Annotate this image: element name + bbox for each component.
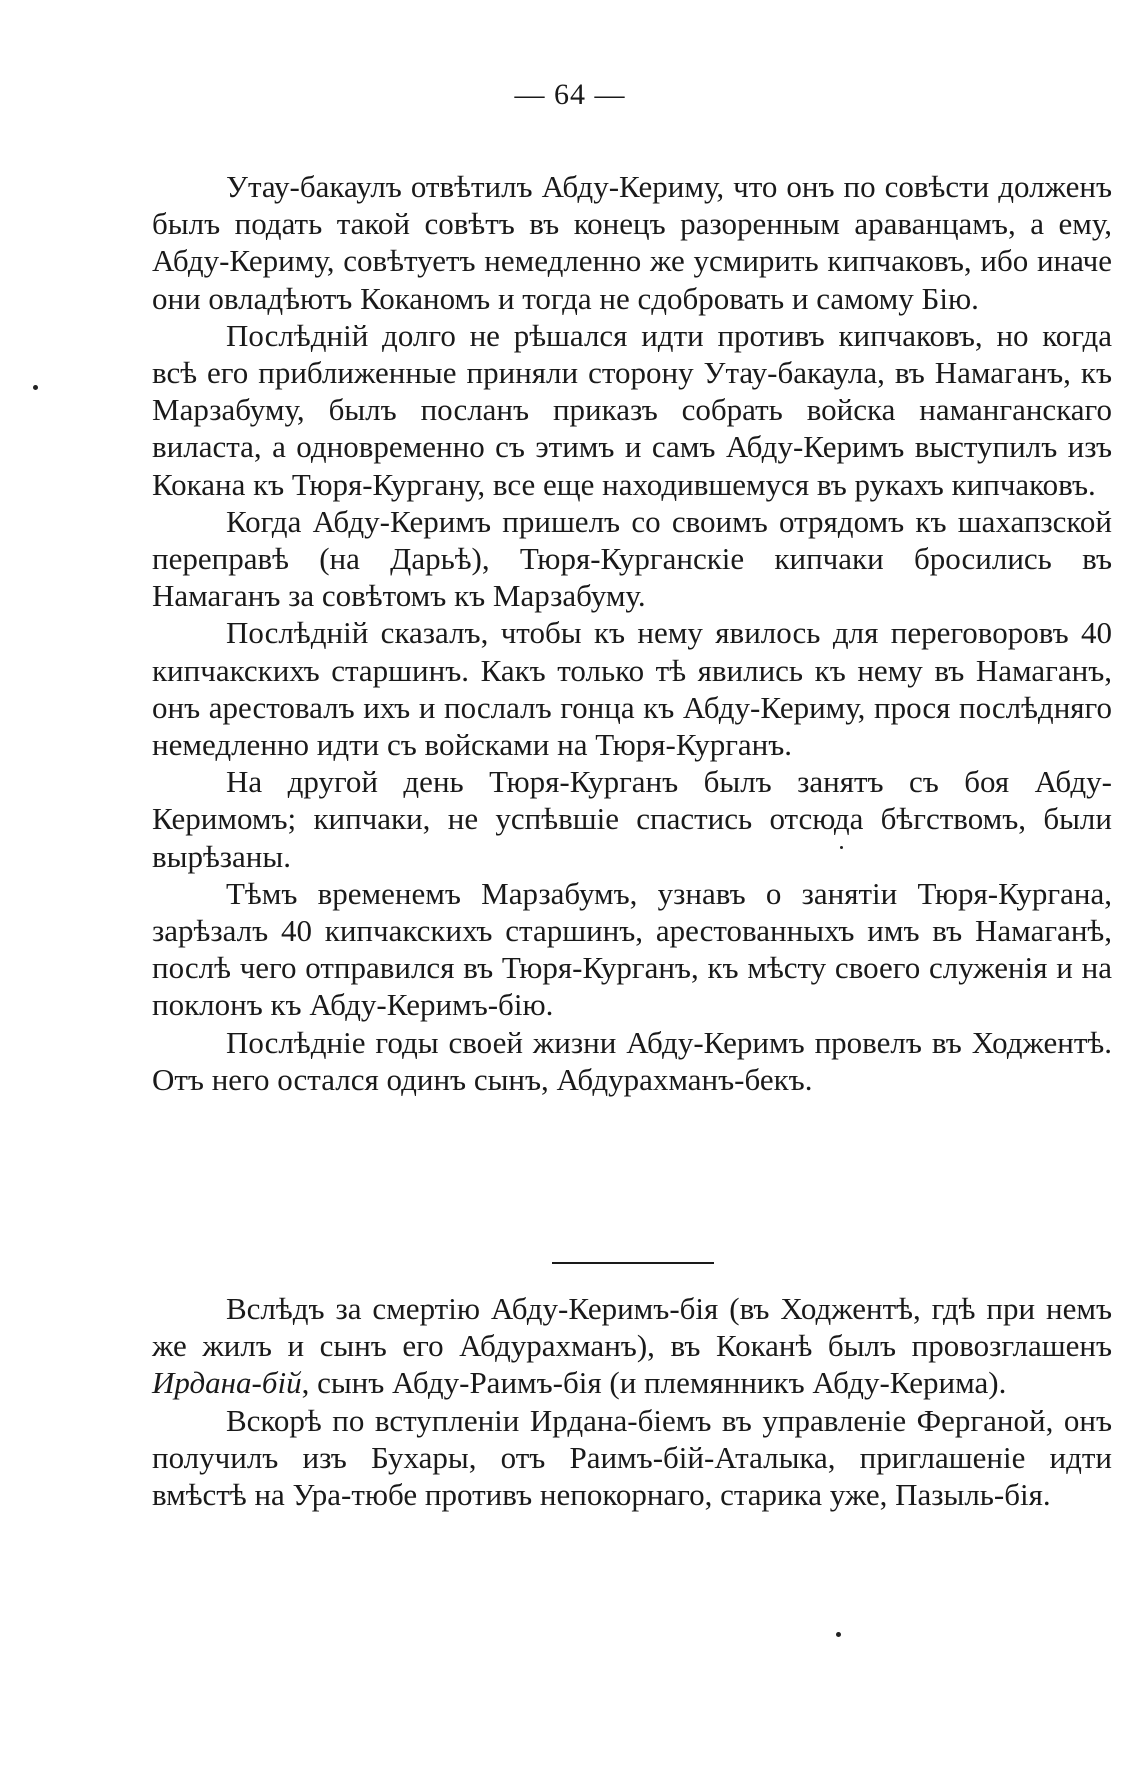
paragraph-text: , сынъ Абду-Раимъ-бія (и племянникъ Абду-Керима). — [301, 1365, 1007, 1401]
text-section-main — [152, 168, 1112, 1098]
paragraph-text: Вслѣдъ за смертію Абду-Керимъ-бія (въ Ходжентѣ, гдѣ при немъ же жилъ и сынъ его Абдурахманъ), въ Коканѣ былъ провозглашенъ — [152, 1291, 1112, 1364]
text-section-continued — [152, 1290, 1112, 1513]
paragraph: Послѣдній сказалъ, чтобы къ нему явилось для переговоровъ 40 кипчакскихъ старшинъ. Какъ только тѣ явились къ нему въ Намаганъ, онъ арестовалъ ихъ и послалъ гонца къ Абду-Кериму, прося послѣдняго немедленно идти съ войсками на Тюря-Курганъ. — [152, 615, 1112, 763]
section-divider — [552, 1262, 714, 1264]
paragraph: Послѣдній долго не рѣшался идти противъ кипчаковъ, но когда всѣ его приближенные приняли сторону Утау-бакаула, въ Намаганъ, къ Марзабуму, былъ посланъ приказъ собрать войска наманганскаго виласта, а одновременно съ этимъ и самъ Абду-Керимъ выступилъ изъ Кокана къ Тюря-Кургану, все еще находившемуся въ рукахъ кипчаковъ. — [152, 317, 1112, 502]
paragraph — [152, 1290, 1112, 1402]
print-speck — [836, 1632, 841, 1637]
page-number: — 64 — — [514, 78, 626, 111]
paragraph: Тѣмъ временемъ Марзабумъ, узнавъ о занятіи Тюря-Кургана, зарѣзалъ 40 кипчакскихъ старшинъ, арестованныхъ имъ въ Намаганѣ, послѣ чего отправился въ Тюря-Курганъ, къ мѣсту своего служенія и на поклонъ къ Абду-Керимъ-бію. — [152, 875, 1112, 1023]
paragraph: Послѣдніе годы своей жизни Абду-Керимъ провелъ въ Ходжентѣ. Отъ него остался одинъ сынъ, Абдурахманъ-бекъ. — [152, 1024, 1112, 1097]
paragraph: Вскорѣ по вступленіи Ирдана-біемъ въ управленіе Ферганой, онъ получилъ изъ Бухары, отъ Раимъ-бій-Аталыка, приглашеніе идти вмѣстѣ на Ура-тюбе противъ непокорнаго, старика уже, Пазыль-бія. — [152, 1402, 1112, 1513]
print-speck — [840, 846, 843, 849]
paragraph: Когда Абду-Керимъ пришелъ со своимъ отрядомъ къ шахапзской переправѣ (на Дарьѣ), Тюря-Курганскіе кипчаки бросились въ Намаганъ за совѣтомъ къ Марзабуму. — [152, 503, 1112, 614]
print-speck — [33, 385, 38, 390]
paragraph: Утау-бакаулъ отвѣтилъ Абду-Кериму, что онъ по совѣсти долженъ былъ подать такой совѣтъ въ конецъ разоренным араванцамъ, а ему, Абду-Кериму, совѣтуетъ немедленно же усмирить кипчаковъ, ибо иначе они овладѣютъ Коканомъ и тогда не сдобровать и самому Бію. — [152, 169, 1112, 316]
paragraph: На другой день Тюря-Курганъ былъ занятъ съ боя Абду-Керимомъ; кипчаки, не успѣвшіе спастись отсюда бѣгствомъ, были вырѣзаны. — [152, 764, 1112, 874]
italic-name: Ирдана-бій — [152, 1365, 302, 1401]
